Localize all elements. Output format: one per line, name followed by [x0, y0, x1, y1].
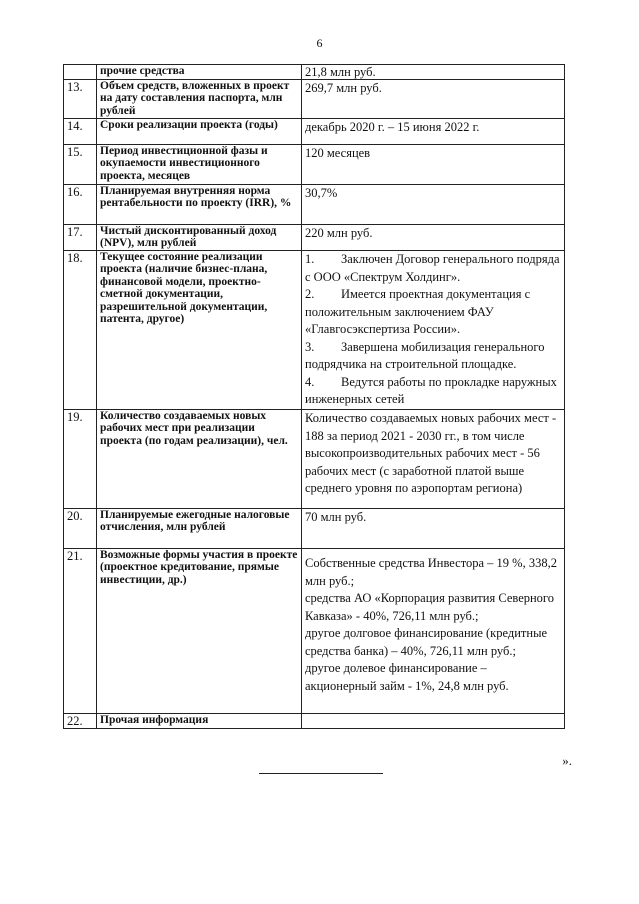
row-number: 13. — [64, 80, 97, 119]
row-value: 30,7% — [302, 185, 565, 225]
row-value: 220 млн руб. — [302, 225, 565, 251]
table-row — [64, 549, 565, 714]
row-label: Период инвестиционной фазы и окупаемости инвестиционного проекта, месяцев — [97, 145, 302, 185]
row-value — [302, 714, 565, 729]
row-value: 21,8 млн руб. — [302, 65, 565, 80]
row-value: 269,7 млн руб. — [302, 80, 565, 119]
horizontal-rule — [259, 773, 383, 774]
item-number: 3. — [305, 339, 315, 354]
row-label: Текущее состояние реализации проекта (наличие бизнес-плана, финансовой модели, проектно-сметной документации, разрешительной документации, патента, другое) — [97, 251, 302, 410]
participation-line: Собственные средства Инвестора – 19 %, 338,2 млн руб.; — [305, 556, 557, 588]
table-row — [64, 185, 565, 225]
item-number: 1. — [305, 252, 315, 266]
row-number: 15. — [64, 145, 97, 185]
row-value: Количество создаваемых новых рабочих мест - 188 за период 2021 - 2030 гг., в том числе высокопроизводительных рабочих мест - 56 рабочих мест (с заработной платой выше среднего уровня по аэропортам региона) — [302, 410, 565, 509]
row-value: 70 млн руб. — [302, 509, 565, 549]
row-label: Сроки реализации проекта (годы) — [97, 119, 302, 145]
row-number: 20. — [64, 509, 97, 549]
row-value — [302, 251, 565, 410]
row-value: декабрь 2020 г. – 15 июня 2022 г. — [302, 119, 565, 145]
row-number: 21. — [64, 549, 97, 714]
table-row — [64, 714, 565, 729]
row-label: Чистый дисконтированный доход (NPV), млн рублей — [97, 225, 302, 251]
row-label: Объем средств, вложенных в проект на дату составления паспорта, млн рублей — [97, 80, 302, 119]
row-label: прочие средства — [97, 65, 302, 80]
row-number: 16. — [64, 185, 97, 225]
item-text: Завершена мобилизация генерального подрядчика на строительной площадке. — [305, 339, 545, 371]
closing-quote-mark: ». — [562, 753, 572, 768]
item-text: Заключен Договор генерального подряда с ООО «Спектрум Холдинг». — [305, 252, 560, 284]
row-label: Прочая информация — [97, 714, 302, 729]
participation-line: другое долевое финансирование – акционерный займ - 1%, 24,8 млн руб. — [305, 661, 509, 693]
row-number: 17. — [64, 225, 97, 251]
row-value — [302, 549, 565, 714]
table-row — [64, 509, 565, 549]
table-row — [64, 225, 565, 251]
row-label: Планируемые ежегодные налоговые отчисления, млн рублей — [97, 509, 302, 549]
row-label: Количество создаваемых новых рабочих мест при реализации проекта (по годам реализации), чел. — [97, 410, 302, 509]
row-number — [64, 65, 97, 80]
participation-line: средства АО «Корпорация развития Северного Кавказа» - 40%, 726,11 млн руб.; — [305, 591, 554, 623]
participation-line: другое долговое финансирование (кредитные средства банка) – 40%, 726,11 млн руб.; — [305, 626, 548, 658]
table-row — [64, 80, 565, 119]
table-row — [64, 251, 565, 410]
page-number: 6 — [316, 36, 323, 50]
row-value: 120 месяцев — [302, 145, 565, 185]
table-row — [64, 119, 565, 145]
project-passport-table — [63, 64, 565, 729]
item-number: 4. — [305, 374, 315, 389]
item-text: Имеется проектная документация с положительным заключением ФАУ «Главгосэкспертиза России». — [305, 287, 531, 336]
list-item — [305, 286, 561, 339]
list-item — [305, 374, 561, 409]
row-number: 19. — [64, 410, 97, 509]
table-row — [64, 145, 565, 185]
row-label: Возможные формы участия в проекте (проектное кредитование, прямые инвестиции, др.) — [97, 549, 302, 714]
row-number: 14. — [64, 119, 97, 145]
table-row — [64, 410, 565, 509]
row-number: 18. — [64, 251, 97, 410]
list-item — [305, 339, 561, 374]
table-row — [64, 65, 565, 80]
item-text: Ведутся работы по прокладке наружных инженерных сетей — [305, 374, 557, 406]
item-number: 2. — [305, 287, 315, 301]
row-number: 22. — [64, 714, 97, 729]
list-item — [305, 251, 561, 286]
row-label: Планируемая внутренняя норма рентабельности по проекту (IRR), % — [97, 185, 302, 225]
